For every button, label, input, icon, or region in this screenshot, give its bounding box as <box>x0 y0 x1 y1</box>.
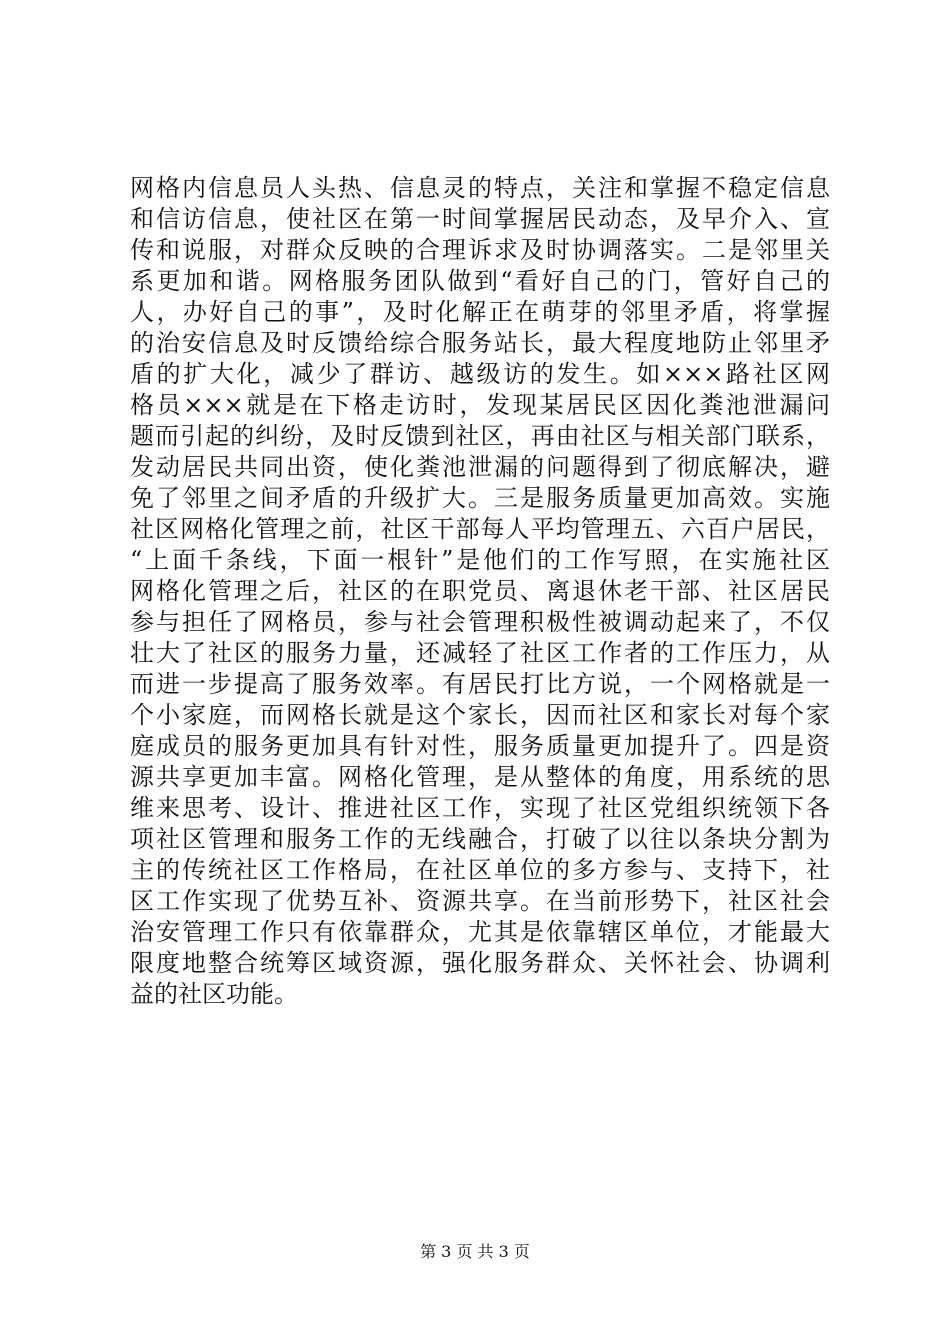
text-line: 人，办好自己的事”，及时化解正在萌芽的邻里矛盾，将掌握 <box>130 298 830 326</box>
text-line: 益的社区功能。 <box>130 980 298 1008</box>
text-line: 庭成员的服务更加具有针对性，服务质量更加提升了。四是资 <box>130 732 830 760</box>
text-line: 盾的扩大化，减少了群访、越级访的发生。如×××路社区网 <box>130 360 830 388</box>
text-line: 免了邻里之间矛盾的升级扩大。三是服务质量更加高效。实施 <box>130 484 830 512</box>
body-paragraph <box>130 173 830 1010</box>
text-line: 题而引起的纠纷，及时反馈到社区，再由社区与相关部门联系， <box>130 422 830 450</box>
text-line: 壮大了社区的服务力量，还减轻了社区工作者的工作压力，从 <box>130 639 830 667</box>
text-line: 维来思考、设计、推进社区工作，实现了社区党组织统领下各 <box>130 794 830 822</box>
text-line: 项社区管理和服务工作的无线融合，打破了以往以条块分割为 <box>130 825 830 853</box>
text-line: 源共享更加丰富。网格化管理，是从整体的角度，用系统的思 <box>130 763 830 791</box>
text-line: 的治安信息及时反馈给综合服务站长，最大程度地防止邻里矛 <box>130 329 830 357</box>
text-line: 发动居民共同出资，使化粪池泄漏的问题得到了彻底解决，避 <box>130 453 830 481</box>
text-line: “上面千条线，下面一根针”是他们的工作写照，在实施社区 <box>130 546 830 574</box>
text-line: 和信访信息，使社区在第一时间掌握居民动态，及早介入、宣 <box>130 205 830 233</box>
page-number-footer: 第 3 页 共 3 页 <box>420 1242 530 1261</box>
text-line: 而进一步提高了服务效率。有居民打比方说，一个网格就是一 <box>130 670 830 698</box>
text-line: 系更加和谐。网格服务团队做到“看好自己的门，管好自己的 <box>130 267 830 295</box>
text-line: 格员×××就是在下格走访时，发现某居民区因化粪池泄漏问 <box>130 391 830 419</box>
text-line: 个小家庭，而网格长就是这个家长，因而社区和家长对每个家 <box>130 701 830 729</box>
text-line: 传和说服，对群众反映的合理诉求及时协调落实。二是邻里关 <box>130 236 830 264</box>
text-line: 限度地整合统筹区域资源，强化服务群众、关怀社会、协调利 <box>130 949 830 977</box>
text-line: 区工作实现了优势互补、资源共享。在当前形势下，社区社会 <box>130 887 830 915</box>
text-line: 社区网格化管理之前，社区干部每人平均管理五、六百户居民， <box>130 515 830 543</box>
text-line: 参与担任了网格员，参与社会管理积极性被调动起来了，不仅 <box>130 608 830 636</box>
text-line: 主的传统社区工作格局，在社区单位的多方参与、支持下，社 <box>130 856 830 884</box>
text-line: 治安管理工作只有依靠群众，尤其是依靠辖区单位，才能最大 <box>130 918 830 946</box>
text-line: 网格化管理之后，社区的在职党员、离退休老干部、社区居民 <box>130 577 830 605</box>
text-line: 网格内信息员人头热、信息灵的特点，关注和掌握不稳定信息 <box>130 174 830 202</box>
